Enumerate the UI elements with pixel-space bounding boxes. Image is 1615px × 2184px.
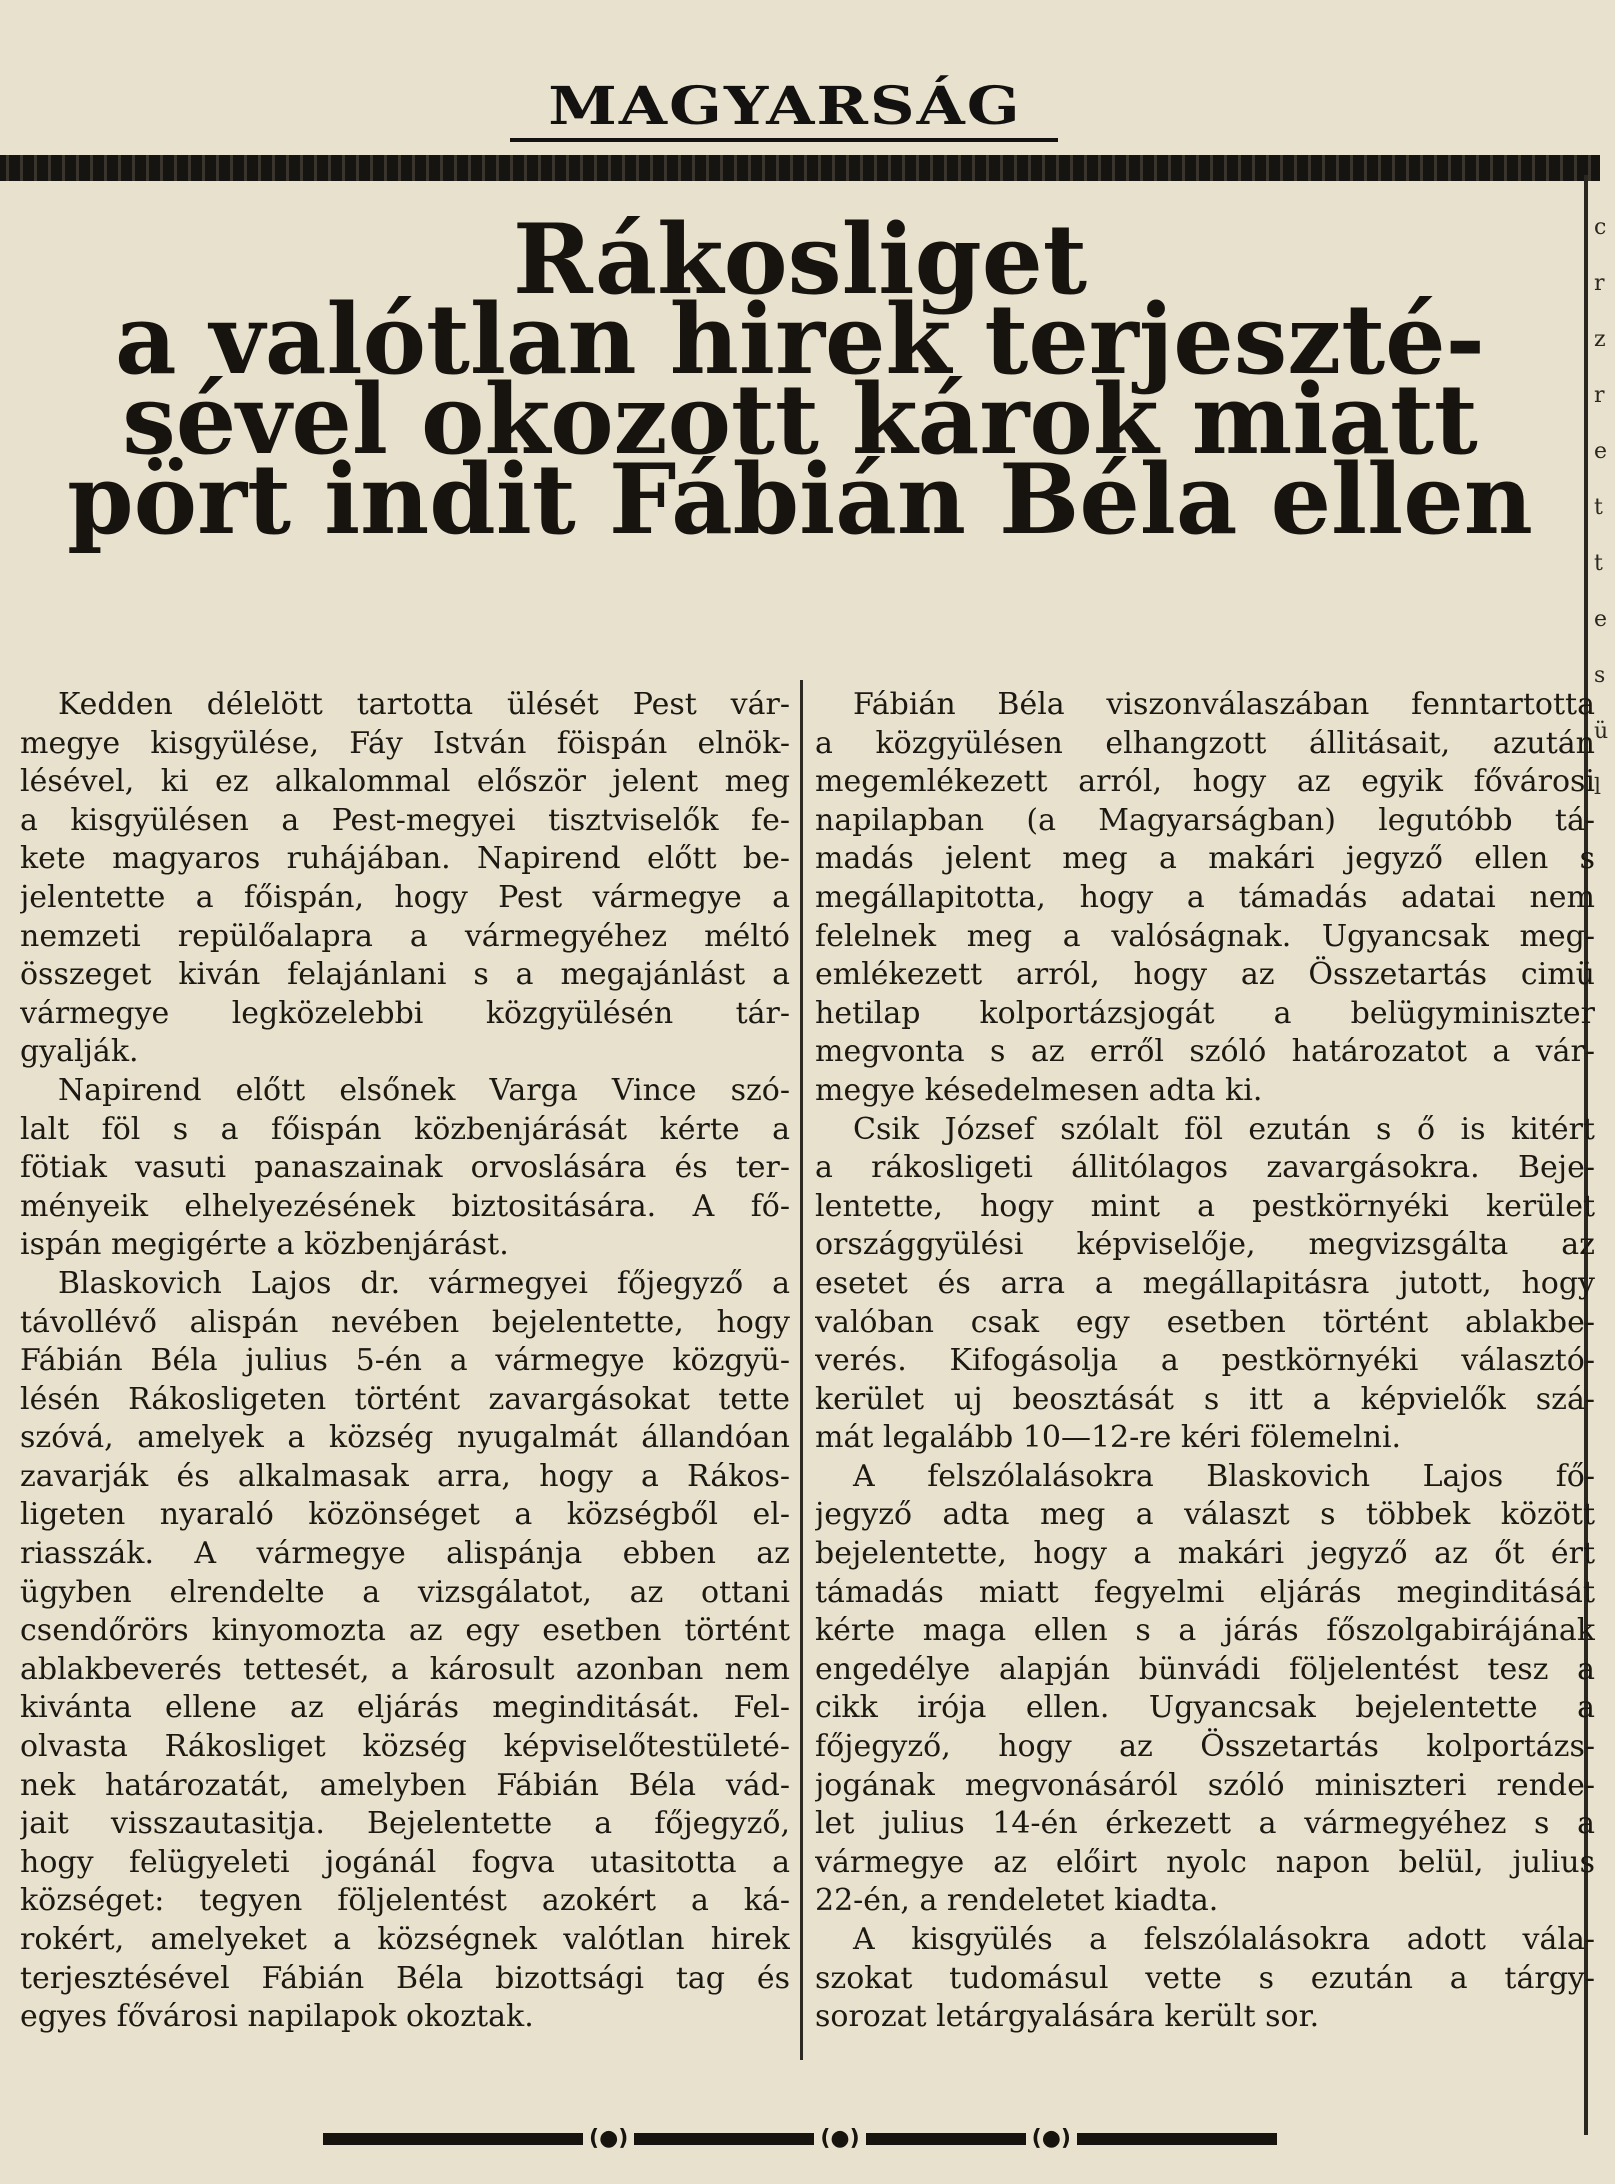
ornament-bar (866, 2133, 1026, 2145)
text-line: ligeten nyaraló közönséget a községből el- (20, 1497, 790, 1533)
text-line: sorozat letárgyalására került sor. (815, 1999, 1320, 2035)
headline-line: Rákosliget (512, 203, 1088, 316)
text-line: megállapitotta, hogy a támadás adatai nem (815, 879, 1595, 915)
text-line: a közgyülésen elhangzott állitásait, azután (815, 725, 1595, 761)
text-line: gyalják. (20, 1034, 139, 1070)
headline (20, 203, 1580, 556)
text-line: összeget kiván felajánlani s a megajánlást a (20, 957, 790, 993)
text-line: megvonta s az erről szóló határozatot a vár- (815, 1034, 1595, 1070)
edge-letter: l (1594, 775, 1602, 800)
text-line: egyes fővárosi napilapok okoztak. (20, 1999, 534, 2035)
text-line: valóban csak egy esetben történt ablakbe- (815, 1304, 1595, 1340)
text-line: emlékezett arról, hogy az Összetartás cimü (815, 957, 1595, 993)
headline-line: pört indit Fábián Béla ellen (67, 443, 1533, 556)
edge-letter: r (1594, 271, 1605, 296)
text-line: szóvá, amelyek a község nyugalmát állandóan (20, 1420, 790, 1456)
edge-letter: r (1594, 383, 1605, 408)
text-line: Fábián Béla viszonválaszában fenntartotta (853, 687, 1595, 722)
text-line: csendőrörs kinyomozta az egy esetben történt (20, 1613, 790, 1649)
ornament-dot-icon: (●) (1031, 2126, 1071, 2151)
text-line: rokért, amelyeket a községnek valótlan hirek (20, 1922, 790, 1957)
text-line: kivánta ellene az eljárás meginditását. Fel- (20, 1690, 790, 1726)
ornament-dot-icon: (●) (589, 2126, 629, 2151)
text-line: jelentette a főispán, hogy Pest vármegye a (20, 879, 790, 915)
edge-letter: t (1594, 551, 1603, 576)
ornament-bar (1077, 2133, 1277, 2145)
text-line: távollévő alispán nevében bejelentette, hogy (20, 1304, 790, 1340)
text-line: nek határozatát, amelyben Fábián Béla vád- (20, 1767, 790, 1803)
text-line: szokat tudomásul vette s ezután a tárgy- (815, 1960, 1595, 1996)
text-line: cikk irója ellen. Ugyancsak bejelentette a (815, 1690, 1595, 1726)
text-line: terjesztésével Fábián Béla bizottsági tag és (20, 1960, 790, 1996)
text-line: megemlékezett arról, hogy az egyik fővárosi (815, 764, 1595, 800)
text-line: hogy felügyeleti jogánál fogva utasitotta a (20, 1844, 790, 1880)
text-line: lalt föl s a főispán közbenjárását kérte a (20, 1111, 790, 1147)
text-line: a kisgyülésen a Pest-megyei tisztviselők fe- (20, 802, 790, 838)
text-line: támadás miatt fegyelmi eljárás meginditását (815, 1574, 1595, 1610)
text-line: jait visszautasitja. Bejelentette a főjegyző, (20, 1806, 790, 1842)
text-line: felelnek meg a valóságnak. Ugyancsak meg- (815, 918, 1595, 954)
column-divider (800, 680, 803, 2060)
text-line: községet: tegyen följelentést azokért a ká- (20, 1883, 790, 1919)
text-line: megye kisgyülése, Fáy István föispán elnök- (20, 725, 790, 761)
ornament-dot-icon: (●) (820, 2126, 860, 2151)
edge-letter: c (1594, 215, 1607, 240)
headline-line: a valótlan hirek terjeszté- (114, 283, 1486, 396)
text-line: jegyző adta meg a választ s többek között (815, 1497, 1595, 1533)
text-line: Csik József szólalt föl ezután s ő is kitért (853, 1111, 1595, 1147)
text-line: A felszólalásokra Blaskovich Lajos fő- (853, 1458, 1595, 1494)
text-line: verés. Kifogásolja a pestkörnyéki választó- (815, 1343, 1595, 1379)
text-line: ményeik elhelyezésének biztositására. A fő- (20, 1188, 790, 1224)
text-line: a rákosligeti állitólagos zavargásokra. Beje- (815, 1150, 1595, 1186)
bottom-ornament (300, 2128, 1300, 2150)
text-line: nemzeti repülőalapra a vármegyéhez méltó (20, 918, 790, 954)
text-line: olvasta Rákosliget község képviselőtestületé- (20, 1729, 790, 1765)
top-rule (0, 155, 1600, 181)
text-line: riasszák. A vármegye alispánja ebben az (20, 1536, 790, 1572)
edge-letter: e (1594, 439, 1608, 464)
text-line: bejelentette, hogy a makári jegyző az őt ért (815, 1536, 1595, 1572)
text-line: lésével, ki ez alkalommal először jelent meg (20, 764, 790, 800)
masthead-underline (510, 138, 1058, 142)
article-column-right (815, 686, 1595, 2037)
text-line: A kisgyülés a felszólalásokra adott vála- (853, 1922, 1595, 1957)
text-line: lésén Rákosligeten történt zavargásokat tette (20, 1381, 790, 1417)
text-line: kete magyaros ruhájában. Napirend előtt be- (20, 841, 790, 877)
edge-letter: z (1594, 327, 1606, 352)
text-line: napilapban (a Magyarságban) legutóbb tá- (815, 802, 1595, 838)
text-line: kerület uj beosztását s itt a képvielők szá- (815, 1381, 1595, 1417)
text-line: fötiak vasuti panaszainak orvoslására és ter- (20, 1150, 790, 1186)
text-line: kérte maga ellen s a járás főszolgabirájának (815, 1613, 1595, 1649)
text-line: let julius 14-én érkezett a vármegyéhez s a (815, 1806, 1595, 1842)
ornament-bar (323, 2133, 583, 2145)
text-line: országgyülési képviselője, megvizsgálta az (815, 1227, 1595, 1263)
text-line: engedélye alapján bünvádi följelentést tesz a (815, 1651, 1595, 1687)
masthead: MAGYARSÁG (548, 74, 1022, 137)
text-line: esetet és arra a megállapitásra jutott, hogy (815, 1265, 1595, 1301)
text-line: Blaskovich Lajos dr. vármegyei főjegyző a (58, 1265, 790, 1301)
text-line: Kedden délelött tartotta ülését Pest vár- (58, 687, 790, 722)
text-line: főjegyző, hogy az Összetartás kolportázs- (815, 1729, 1595, 1765)
text-line: ablakbeverés tettesét, a károsult azonban nem (20, 1651, 790, 1687)
text-line: ispán megigérte a közbenjárást. (20, 1227, 509, 1263)
edge-letter: s (1594, 663, 1606, 688)
article-column-left (20, 686, 790, 2037)
text-line: mát legalább 10—12-re kéri fölemelni. (815, 1420, 1402, 1456)
text-line: vármegye az előirt nyolc napon belül, julius (815, 1844, 1595, 1880)
text-line: Napirend előtt elsőnek Varga Vince szó- (58, 1072, 790, 1108)
edge-letter: ü (1594, 719, 1609, 744)
text-line: lentette, hogy mint a pestkörnyéki kerület (815, 1188, 1595, 1224)
text-line: zavarják és alkalmasak arra, hogy a Rákos- (20, 1458, 790, 1494)
text-line: Fábián Béla julius 5-én a vármegye közgyü- (20, 1343, 790, 1379)
text-line: hetilap kolportázsjogát a belügyminiszter (815, 995, 1595, 1031)
text-line: vármegye legközelebbi közgyülésén tár- (20, 995, 790, 1031)
edge-letter: t (1594, 495, 1603, 520)
text-line: 22-én, a rendeletet kiadta. (815, 1883, 1219, 1919)
headline-line: sével okozott károk miatt (122, 363, 1478, 476)
ornament-bar (634, 2133, 814, 2145)
adjacent-column-edge (1594, 200, 1614, 1200)
text-line: jogának megvonásáról szóló miniszteri rende- (815, 1767, 1595, 1803)
edge-letter: e (1594, 607, 1608, 632)
text-line: madás jelent meg a makári jegyző ellen s (815, 841, 1595, 877)
text-line: megye késedelmesen adta ki. (815, 1072, 1263, 1108)
text-line: ügyben elrendelte a vizsgálatot, az ottani (20, 1574, 790, 1610)
